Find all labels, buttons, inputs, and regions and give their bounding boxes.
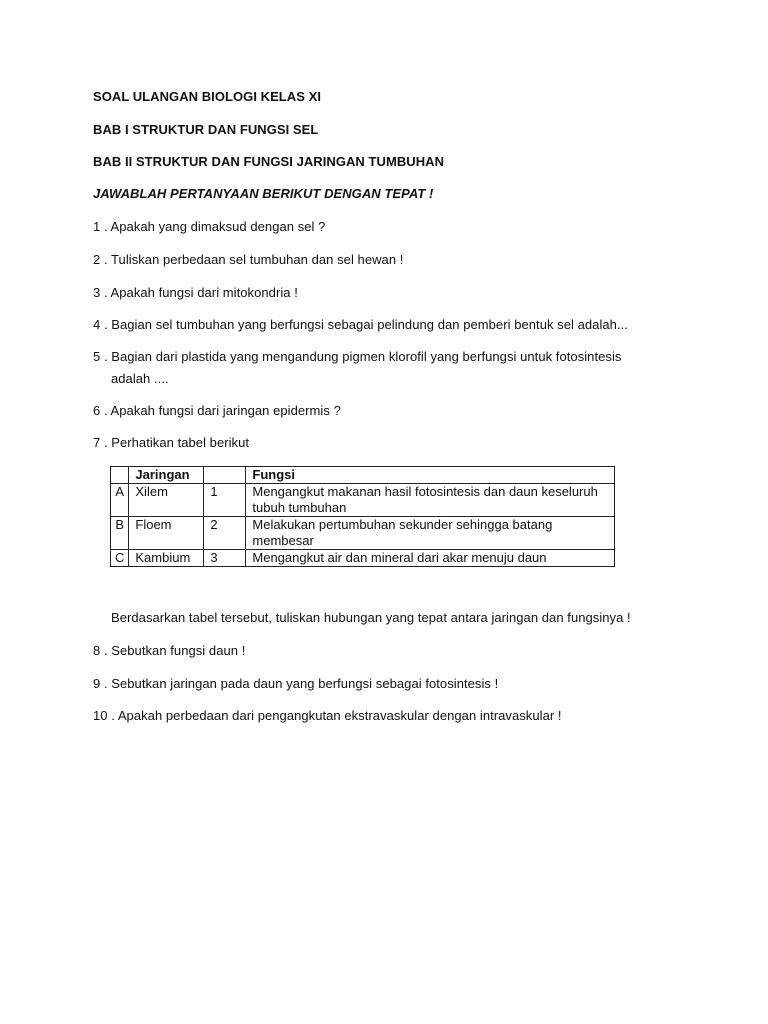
question-6: 6 . Apakah fungsi dari jaringan epidermis ?: [93, 403, 341, 418]
row-fungsi: Melakukan pertumbuhan sekunder sehingga batang membesar: [246, 517, 615, 550]
table-row: [111, 550, 615, 567]
row-num: 1: [204, 484, 246, 517]
row-letter: A: [111, 484, 129, 517]
table-header-row: [111, 467, 615, 484]
row-fungsi: Mengangkut makanan hasil fotosintesis dan daun keseluruh tubuh tumbuhan: [246, 484, 615, 517]
header-num: [204, 467, 246, 484]
question-5-line-1: 5 . Bagian dari plastida yang mengandung pigmen klorofil yang berfungsi untuk fotosintesis: [93, 349, 622, 364]
tissue-function-table: [110, 466, 615, 567]
row-letter: C: [111, 550, 129, 567]
row-jaringan: Xilem: [129, 484, 204, 517]
row-fungsi: Mengangkut air dan mineral dari akar menuju daun: [246, 550, 615, 567]
header-letter: [111, 467, 129, 484]
table-row: [111, 517, 615, 550]
row-num: 2: [204, 517, 246, 550]
header-jaringan: Jaringan: [129, 467, 204, 484]
row-jaringan: Kambium: [129, 550, 204, 567]
row-jaringan: Floem: [129, 517, 204, 550]
question-7-followup: Berdasarkan tabel tersebut, tuliskan hubungan yang tepat antara jaringan dan fungsinya !: [111, 610, 631, 625]
question-10: 10 . Apakah perbedaan dari pengangkutan ekstravaskular dengan intravaskular !: [93, 708, 562, 723]
instruction-heading: JAWABLAH PERTANYAAN BERIKUT DENGAN TEPAT !: [93, 186, 434, 201]
question-3: 3 . Apakah fungsi dari mitokondria !: [93, 285, 298, 300]
question-9: 9 . Sebutkan jaringan pada daun yang berfungsi sebagai fotosintesis !: [93, 676, 499, 691]
question-2: 2 . Tuliskan perbedaan sel tumbuhan dan sel hewan !: [93, 252, 404, 267]
table-row: [111, 484, 615, 517]
question-7: 7 . Perhatikan tabel berikut: [93, 435, 250, 450]
header-fungsi: Fungsi: [246, 467, 615, 484]
question-1: 1 . Apakah yang dimaksud dengan sel ?: [93, 219, 326, 234]
chapter-2-heading: BAB II STRUKTUR DAN FUNGSI JARINGAN TUMBUHAN: [93, 154, 445, 169]
document-title: SOAL ULANGAN BIOLOGI KELAS XI: [93, 89, 321, 104]
row-letter: B: [111, 517, 129, 550]
question-5-line-2: adalah ....: [111, 371, 169, 386]
row-num: 3: [204, 550, 246, 567]
question-8: 8 . Sebutkan fungsi daun !: [93, 643, 246, 658]
chapter-1-heading: BAB I STRUKTUR DAN FUNGSI SEL: [93, 122, 319, 137]
question-4: 4 . Bagian sel tumbuhan yang berfungsi sebagai pelindung dan pemberi bentuk sel adalah...: [93, 317, 628, 332]
